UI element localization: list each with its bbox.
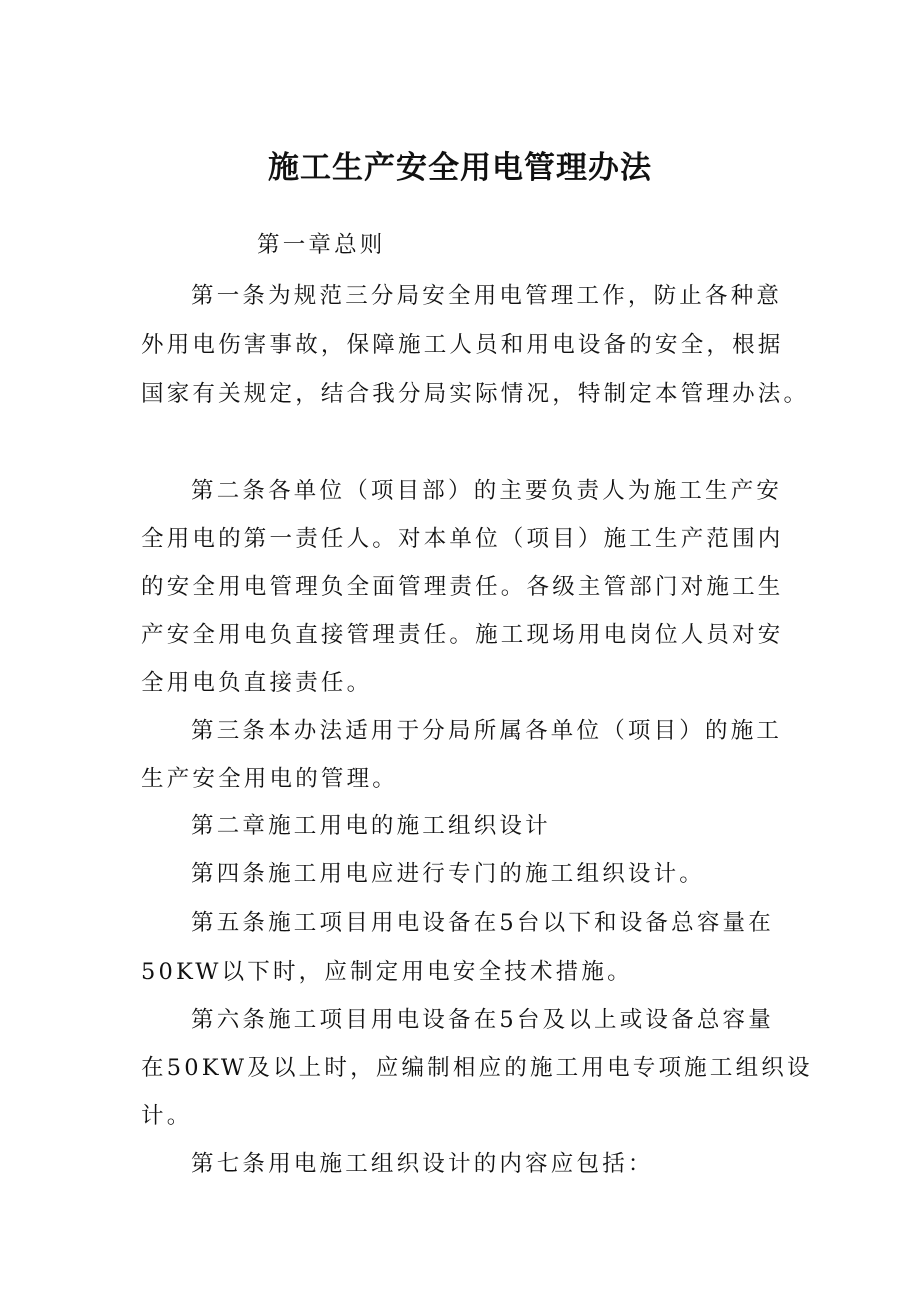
- article-2-line-3: 的安全用电管理负全面管理责任。各级主管部门对施工生: [141, 574, 784, 600]
- article-7-line-1: 第七条用电施工组织设计的内容应包括：: [191, 1151, 654, 1177]
- article-3-line-1: 第三条本办法适用于分局所属各单位（项目）的施工: [191, 718, 783, 744]
- article-1-line-3: 国家有关规定，结合我分局实际情况，特制定本管理办法。: [141, 381, 810, 407]
- article-6-line-2: 在50KW及以上时，应编制相应的施工用电专项施工组织设: [141, 1055, 813, 1081]
- article-4-line-1: 第四条施工用电应进行专门的施工组织设计。: [191, 861, 706, 887]
- article-1-line-1: 第一条为规范三分局安全用电管理工作，防止各种意: [191, 283, 783, 309]
- article-6-line-1: 第六条施工项目用电设备在5台及以上或设备总容量: [191, 1007, 774, 1033]
- article-5-line-1: 第五条施工项目用电设备在5台以下和设备总容量在: [191, 910, 774, 936]
- article-2-line-1: 第二条各单位（项目部）的主要负责人为施工生产安: [191, 478, 783, 504]
- article-2-line-2: 全用电的第一责任人。对本单位（项目）施工生产范围内: [141, 526, 784, 552]
- article-1-line-2: 外用电伤害事故，保障施工人员和用电设备的安全，根据: [141, 332, 784, 358]
- document-title: 施工生产安全用电管理办法: [268, 150, 652, 186]
- chapter-2-heading: 第二章施工用电的施工组织设计: [191, 813, 551, 839]
- article-6-line-3: 计。: [141, 1103, 193, 1129]
- article-2-line-4: 产安全用电负直接管理责任。施工现场用电岗位人员对安: [141, 622, 784, 648]
- chapter-1-heading: 第一章总则: [257, 232, 386, 258]
- article-3-line-2: 生产安全用电的管理。: [141, 766, 399, 792]
- article-2-line-5: 全用电负直接责任。: [141, 670, 373, 696]
- article-5-line-2: 50KW以下时，应制定用电安全技术措施。: [141, 959, 633, 985]
